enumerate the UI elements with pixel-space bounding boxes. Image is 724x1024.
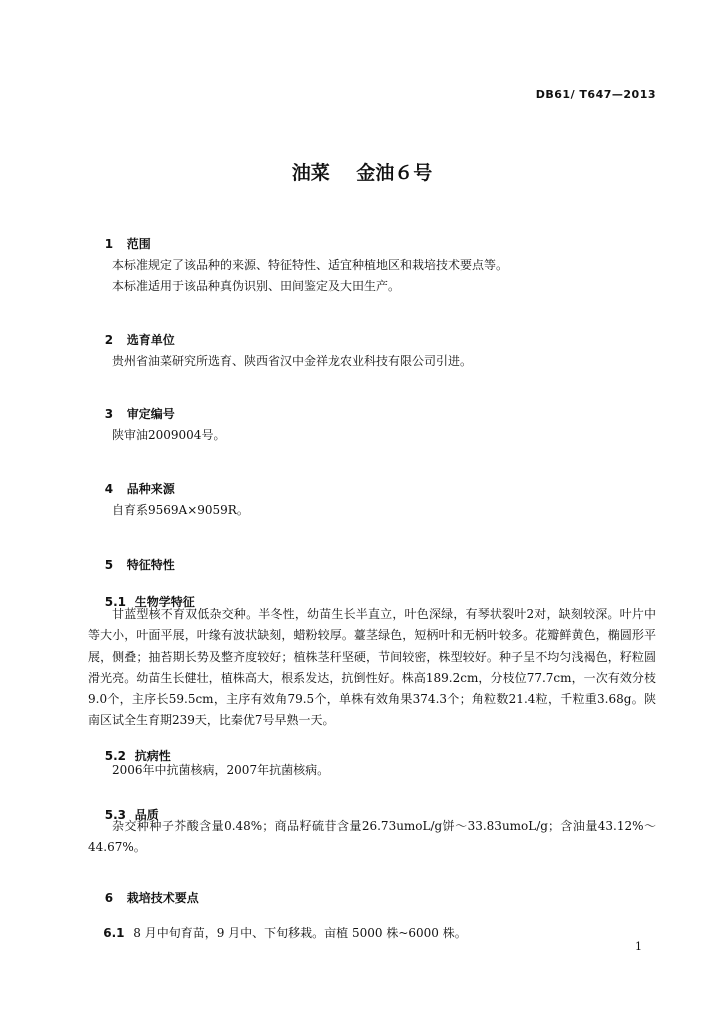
section-title: 品质	[134, 808, 159, 822]
section-title: 审定编号	[126, 407, 175, 421]
section-title: 特征特性	[126, 558, 175, 572]
section-number: 5.1	[104, 595, 126, 609]
page-title: 油菜 金油６号	[291, 162, 433, 184]
section-2-body	[88, 351, 656, 372]
section-6-1-item	[88, 910, 467, 955]
paragraph-line: 自育系9569A×9059R。	[112, 503, 249, 517]
section-title: 范围	[126, 237, 151, 251]
section-number: 1	[104, 237, 114, 251]
section-5-2-body	[88, 760, 656, 781]
paragraph-line: 本标准规定了该品种的来源、特征特性、适宜种植地区和栽培技术要点等。	[112, 258, 509, 272]
section-title: 品种来源	[126, 482, 175, 496]
section-number: 4	[104, 482, 114, 496]
paragraph-line: 本标准适用于该品种真伪识别、田间鉴定及大田生产。	[112, 279, 401, 294]
section-number: 5.3	[104, 808, 126, 822]
section-number: 6.1	[103, 926, 125, 940]
section-number: 2	[104, 333, 114, 347]
section-title: 生物学特征	[134, 595, 195, 609]
paragraph-line: 陕审油2009004号。	[112, 428, 226, 442]
section-text: 8 月中旬育苗，9 月中、下旬移栽。亩植 5000 株~6000 株。	[133, 926, 467, 940]
section-title: 选育单位	[126, 333, 175, 347]
paragraph-line: 贵州省油菜研究所选育、陕西省汉中金祥龙农业科技有限公司引进。	[112, 354, 473, 368]
section-number: 6	[104, 891, 114, 905]
section-3-body	[88, 425, 656, 446]
section-number: 5	[104, 558, 114, 572]
page-number: 1	[635, 940, 642, 953]
section-5-1-body: 甘蓝型核不育双低杂交种。半冬性，幼苗生长半直立，叶色深绿，有琴状裂叶2对，缺刻较深。叶片中等大小，叶面平展，叶缘有波状缺刻，蜡粉较厚。薹茎绿色，短柄叶和无柄叶较多。花瓣鲜黄色，椭圆形平展，侧叠；抽苔期长势及整齐度较好；植株茎秆坚硬，节间较密，株型较好。种子呈不均匀浅褐色，籽粒圆滑光亮。幼苗生长健壮，植株高大，根系发达，抗倒性好。株高189.2cm，分枝位77.7cm，一次有效分枝9.0个，主序长59.5cm，主序有效角79.5个，单株有效角果374.3个；角粒数21.4粒，千粒重3.68g。陕南区试全生育期239天，比秦优7号早熟一天。	[88, 607, 656, 728]
standard-code: DB61/ T647—2013	[535, 88, 656, 101]
section-number: 5.2	[104, 749, 126, 763]
section-number: 3	[104, 407, 114, 421]
section-5-3-body: 杂交种种子芥酸含量0.48%；商品籽硫苷含量26.73umoL/g饼～33.83umoL/g；含油量43.12%～44.67%。	[88, 819, 656, 855]
section-title: 抗病性	[134, 749, 171, 763]
section-4-body	[88, 500, 656, 521]
section-title: 栽培技术要点	[126, 891, 199, 905]
paragraph-line: 2006年中抗菌核病，2007年抗菌核病。	[112, 763, 330, 777]
section-1-body	[88, 255, 656, 298]
